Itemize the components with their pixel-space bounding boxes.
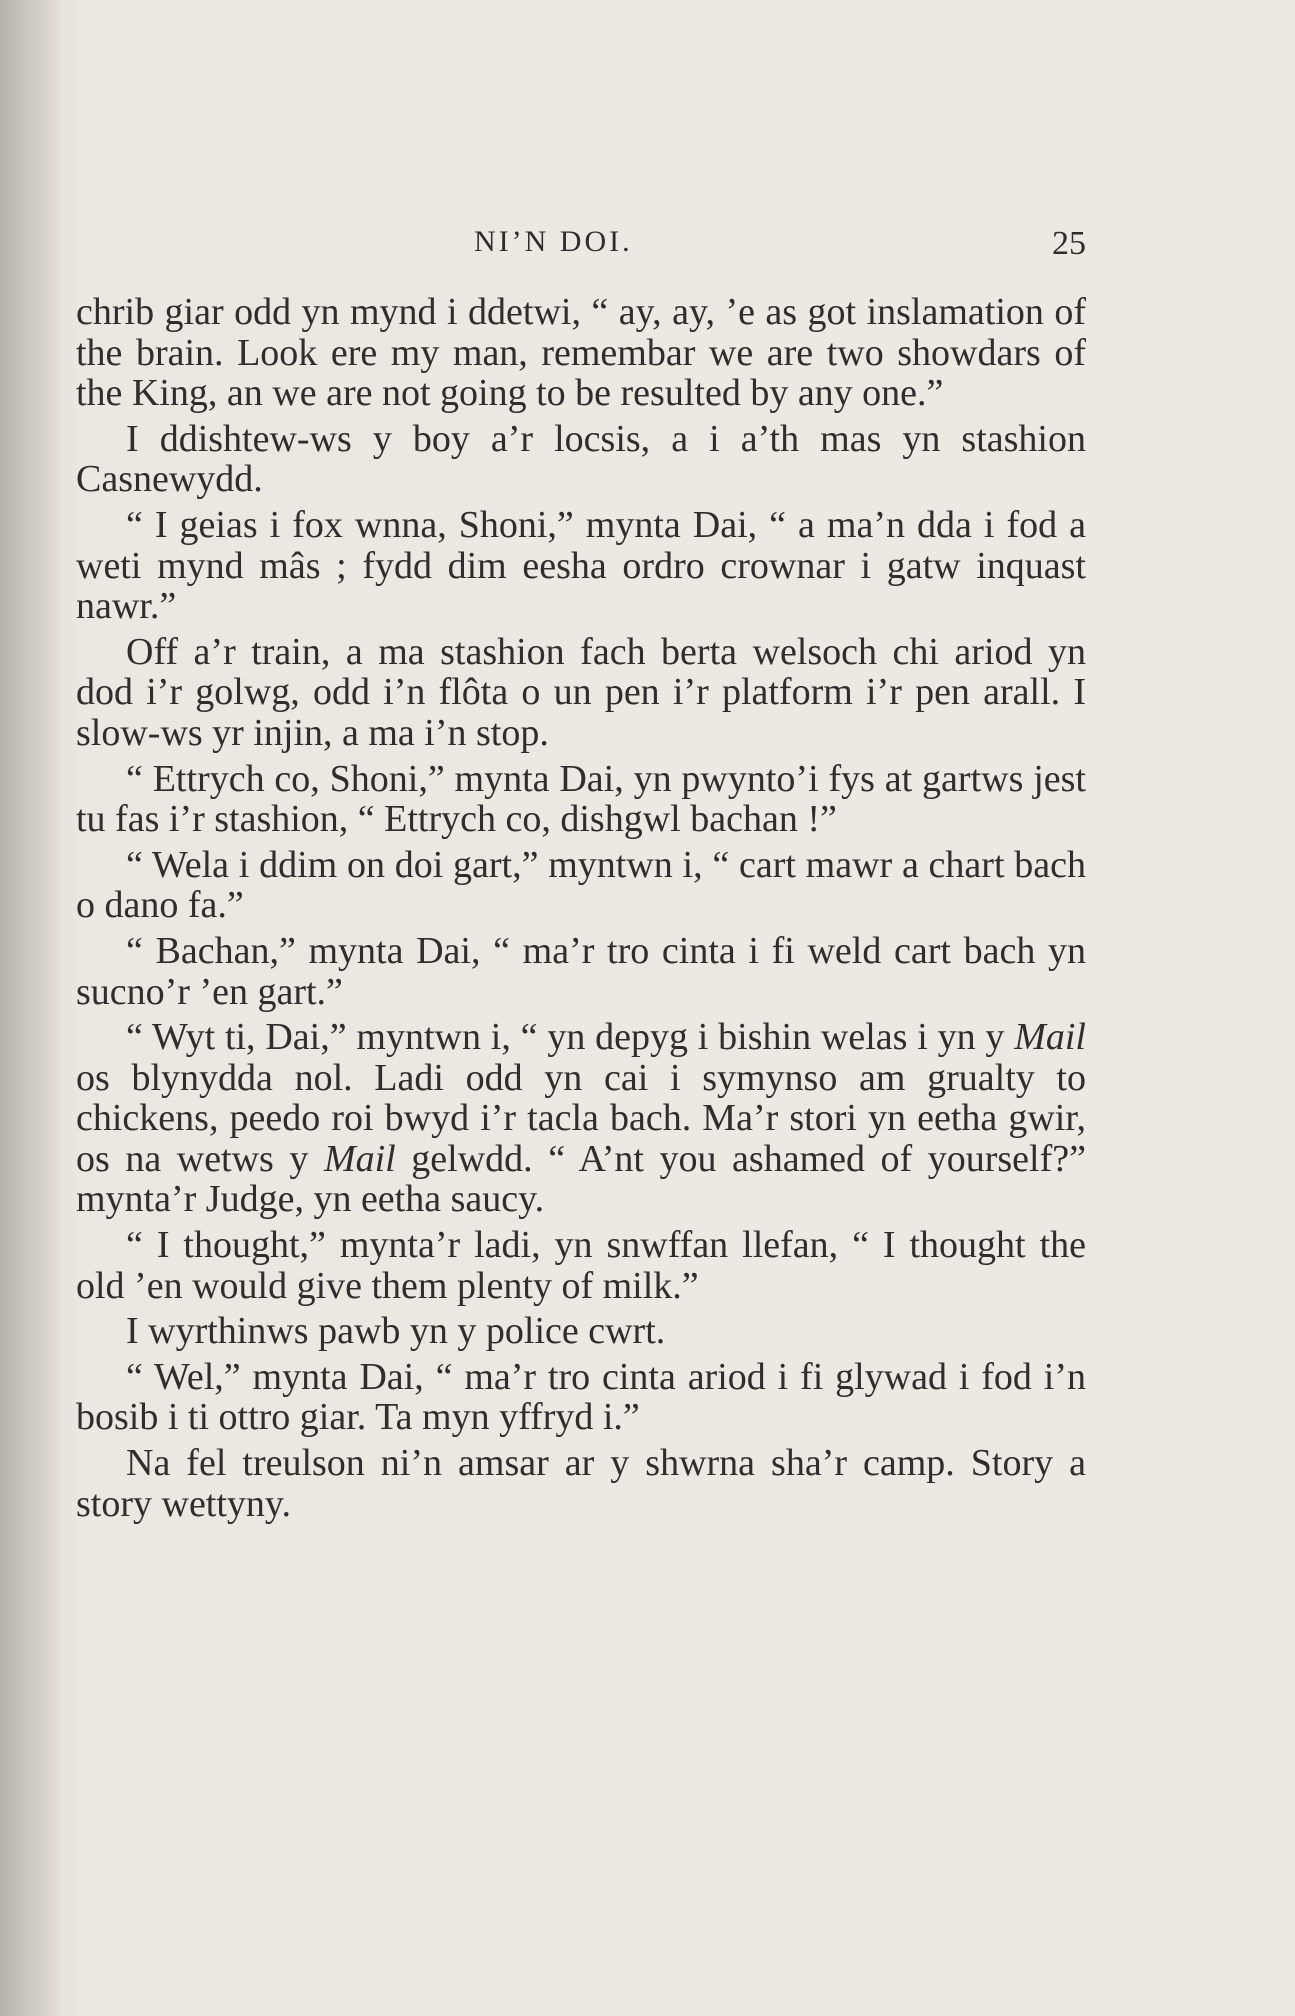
body-text — [76, 292, 1086, 1529]
paragraph: “ Wela i ddim on doi gart,” myntwn i, “ cart mawr a chart bach o dano fa.” — [76, 843, 1086, 927]
page-number: 25 — [1052, 225, 1086, 262]
paragraph: “ I geias i fox wnna, Shoni,” mynta Dai, “ a ma’n dda i fod a weti mynd mâs ; fydd dim eesha ordro crownar i gatw inquast nawr.” — [76, 503, 1086, 628]
running-head: NI’N DOI. — [474, 225, 633, 258]
paragraph: I wyrthinws pawb yn y police cwrt. — [126, 1310, 666, 1353]
mail-text-2: os blynydda nol. Ladi odd yn cai i symynso am grualty to chickens, peedo roi bwyd i’r tacla bach. Ma’r stori yn eetha gwir, os na wetws y — [76, 1056, 1086, 1180]
paragraph: Off a’r train, a ma stashion fach berta welsoch chi ariod yn dod i’r golwg, odd i’n flôta o un pen i’r platform i’r pen arall. I slow-ws yr injin, a ma i’n stop. — [76, 630, 1086, 754]
page-gutter-shadow — [0, 0, 62, 2016]
paragraph: “ Ettrych co, Shoni,” mynta Dai, yn pwynto’i fys at gartws jest tu fas i’r stashion, “ Ettrych co, dishgwl bachan !” — [76, 757, 1086, 841]
newspaper-title: Mail — [1014, 1016, 1086, 1059]
newspaper-title: Mail — [323, 1137, 396, 1180]
paragraph: “ I thought,” mynta’r ladi, yn snwffan llefan, “ I thought the old ’en would give them plenty of milk.” — [76, 1224, 1086, 1307]
paragraph: “ Wel,” mynta Dai, “ ma’r tro cinta ariod i fi glywad i fod i’n bosib i ti ottro giar. Ta myn yffryd i.” — [76, 1355, 1086, 1439]
paragraph: Na fel treulson ni’n amsar ar y shwrna sha’r camp. Story a story wettyny. — [76, 1442, 1086, 1525]
paragraph: I ddishtew-ws y boy a’r locsis, a i a’th mas yn stashion Casnewydd. — [76, 417, 1086, 501]
page-header — [76, 225, 1086, 275]
mail-text-1: “ Wyt ti, Dai,” myntwn i, “ yn depyg i bishin welas i yn y — [126, 1016, 1015, 1059]
paragraph: “ Bachan,” mynta Dai, “ ma’r tro cinta i fi weld cart bach yn sucno’r ’en gart.” — [76, 929, 1086, 1013]
paragraph-mail — [76, 1017, 1086, 1220]
paragraph: chrib giar odd yn mynd i ddetwi, “ ay, ay, ’e as got inslamation of the brain. Look ere my man, remembar we are two showdars of the King, an we are not going to be resulted by any one.” — [76, 291, 1086, 415]
mail-text-3: gelwdd. “ A’nt you ashamed of yourself?” mynta’r Judge, yn eetha saucy. — [76, 1137, 1086, 1221]
